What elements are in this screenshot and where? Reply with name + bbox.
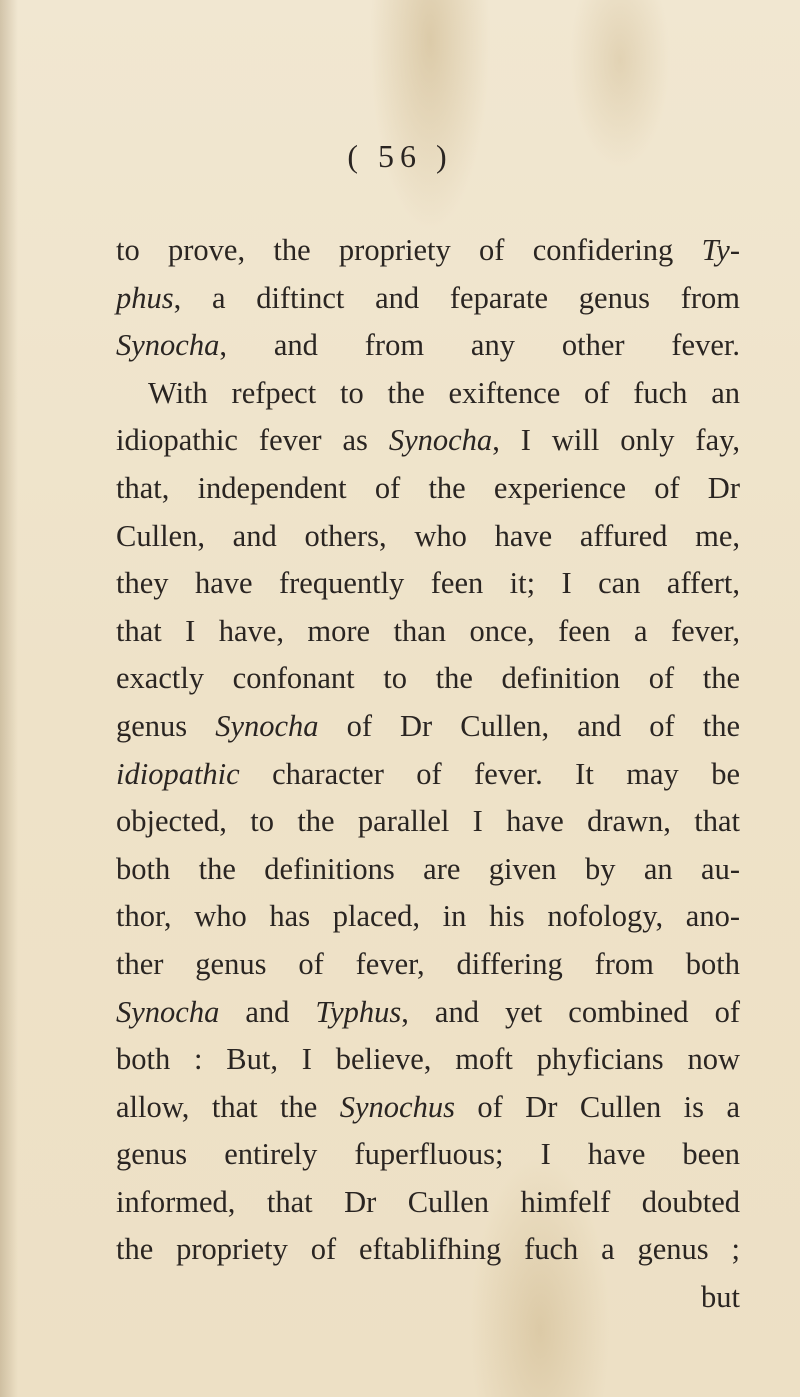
text-line: both the definitions are given by an au- (116, 851, 740, 886)
text-line: With refpect to the exiftence of fuch an (148, 375, 740, 410)
text-line: idiopathic character of fever. It may be (116, 756, 740, 791)
text-line: allow, that the Synochus of Dr Cullen is a (116, 1089, 740, 1124)
text-line: to prove, the propriety of confidering Ty- (116, 233, 740, 267)
text-line: phus, a diftinct and feparate genus from (116, 280, 740, 315)
text-line: thor, who has placed, in his nofology, ano- (116, 899, 740, 934)
text-line: both : But, I believe, moft phyficians now (116, 1042, 740, 1077)
text-line: that, independent of the experience of Dr (116, 470, 740, 505)
text-line: genus entirely fuperfluous; I have been (116, 1137, 740, 1172)
catchword: but (701, 1280, 740, 1315)
text-line: informed, that Dr Cullen himfelf doubted (116, 1184, 740, 1219)
text-line: ther genus of fever, differing from both (116, 946, 740, 981)
text-line: idiopathic fever as Synocha, I will only fay, (116, 423, 741, 458)
text-line: genus Synocha of Dr Cullen, and of the (116, 708, 740, 743)
body-text (116, 227, 740, 1322)
text-line: exactly confonant to the definition of the (116, 661, 740, 696)
page-number: ( 56 ) (347, 138, 453, 174)
text-line: they have frequently feen it; I can affert, (116, 566, 740, 601)
text-line: Synocha, and from any other fever. (116, 328, 740, 363)
text-line: Synocha and Typhus, and yet combined of (116, 994, 740, 1029)
text-line: Cullen, and others, who have affured me, (116, 518, 740, 553)
text-line: the propriety of eftablifhing fuch a genus ; (116, 1232, 740, 1267)
text-line: that I have, more than once, feen a fever, (116, 613, 740, 648)
text-line: objected, to the parallel I have drawn, that (116, 804, 740, 839)
